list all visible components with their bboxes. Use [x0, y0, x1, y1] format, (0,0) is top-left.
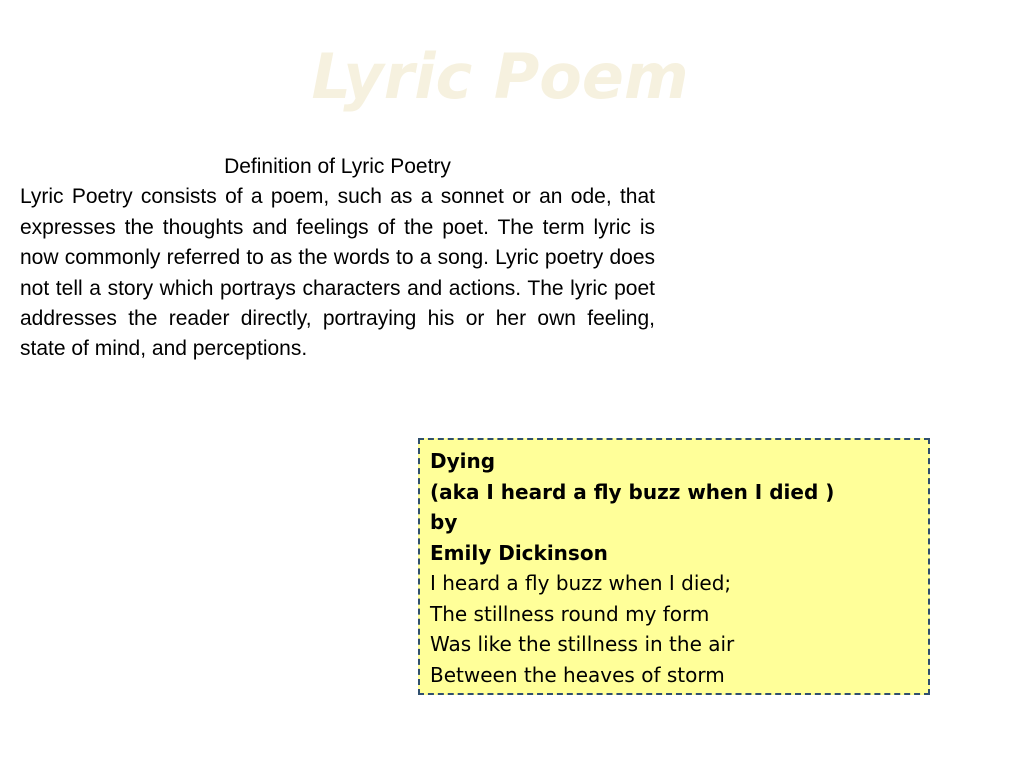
poem-line: Was like the stillness in the air	[430, 632, 735, 656]
definition-heading: Definition of Lyric Poetry	[224, 155, 451, 178]
poem-line: Between the heaves of storm	[430, 662, 725, 687]
poem-title: Dying	[430, 449, 496, 473]
slide-title: Lyric Poem	[311, 40, 689, 113]
poem-line: I heard a fly buzz when I died;	[430, 571, 732, 595]
poem-author: Emily Dickinson	[430, 540, 608, 565]
definition-body: Lyric Poetry consists of a poem, such as a sonnet or an ode, that expresses the thoughts and feelings of the poet. The term lyric is now commonly referred to as the words to a song. Lyric poetry does not tell a story which portrays characters and actions. The lyric poet addresses the reader directly, portraying his or her own feeling, state of mind, and perceptions.	[20, 185, 655, 361]
poem-box	[418, 438, 930, 695]
poem-alt-title: (aka I heard a fly buzz when I died )	[430, 479, 835, 504]
definition-block	[20, 152, 655, 365]
poem-by: by	[430, 510, 458, 534]
poem-line: The stillness round my form	[430, 601, 710, 626]
